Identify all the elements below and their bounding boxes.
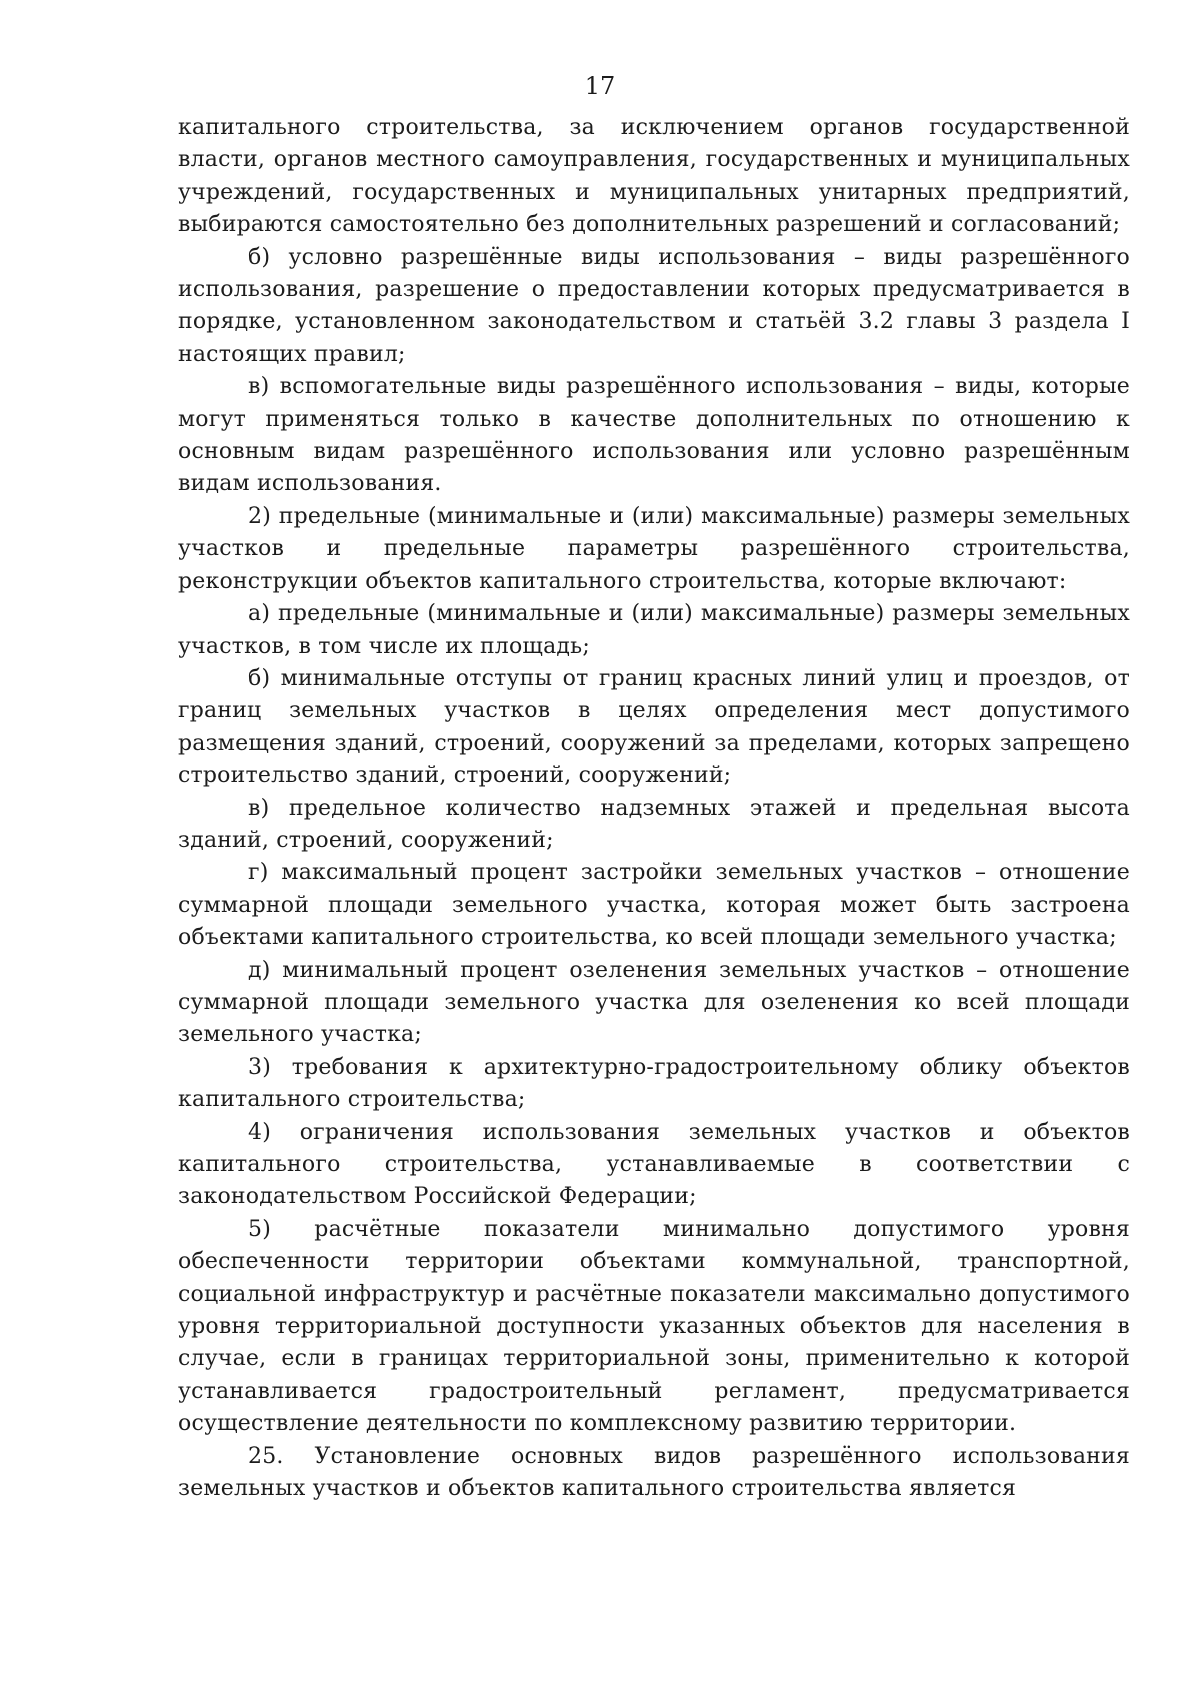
paragraph: г) максимальный процент застройки земельных участков – отношение суммарной площади земельного участка, которая может быть застроена объектами капитального строительства, ко всей площади земельного участка; — [178, 860, 1130, 951]
paragraph: а) предельные (минимальные и (или) максимальные) размеры земельных участков, в том числе их площадь; — [178, 601, 1130, 659]
paragraph: капитального строительства, за исключением органов государственной власти, органов местного самоуправления, государственных и муниципальных учреждений, государственных и муниципальных унитарных предприятий, выбираются самостоятельно без дополнительных разрешений и согласований; — [178, 115, 1130, 238]
paragraph: д) минимальный процент озеленения земельных участков – отношение суммарной площади земельного участка для озеленения ко всей площади земельного участка; — [178, 957, 1130, 1048]
paragraph: 5) расчётные показатели минимально допустимого уровня обеспеченности территории объектами коммунальной, транспортной, социальной инфраструктур и расчётные показатели максимально допустимого уровня территориальной доступности указанных объектов для населения в случае, если в границах территориальной зоны, применительно к которой устанавливается градостроительный регламент, предусматривается осуществление деятельности по комплексному развитию территории. — [178, 1216, 1130, 1437]
document-body — [178, 112, 1130, 1505]
paragraph: в) вспомогательные виды разрешённого использования – виды, которые могут применяться только в качестве дополнительных по отношению к основным видам разрешённого использования или условно разрешённым видам использования. — [178, 374, 1130, 497]
paragraph: 25. Установление основных видов разрешённого использования земельных участков и объектов капитального строительства является — [178, 1443, 1130, 1502]
paragraph: 3) требования к архитектурно-градостроительному облику объектов капитального строительства; — [178, 1054, 1130, 1113]
paragraph: 2) предельные (минимальные и (или) максимальные) размеры земельных участков и предельные параметры разрешённого строительства, реконструкции объектов капитального строительства, которые включают: — [178, 503, 1130, 594]
paragraph: б) минимальные отступы от границ красных линий улиц и проездов, от границ земельных участков в целях определения мест допустимого размещения зданий, строений, сооружений за пределами, которых запрещено строительство зданий, строений, сооружений; — [178, 665, 1130, 789]
page-number: 17 — [584, 72, 616, 100]
paragraph: 4) ограничения использования земельных участков и объектов капитального строительства, устанавливаемые в соответствии с законодательством Российской Федерации; — [178, 1119, 1130, 1210]
paragraph: б) условно разрешённые виды использования – виды разрешённого использования, разрешение о предоставлении которых предусматривается в порядке, установленном законодательством и статьёй 3.2 главы 3 раздела I настоящих правил; — [178, 244, 1130, 367]
paragraph: в) предельное количество надземных этажей и предельная высота зданий, строений, сооружений; — [178, 795, 1130, 853]
